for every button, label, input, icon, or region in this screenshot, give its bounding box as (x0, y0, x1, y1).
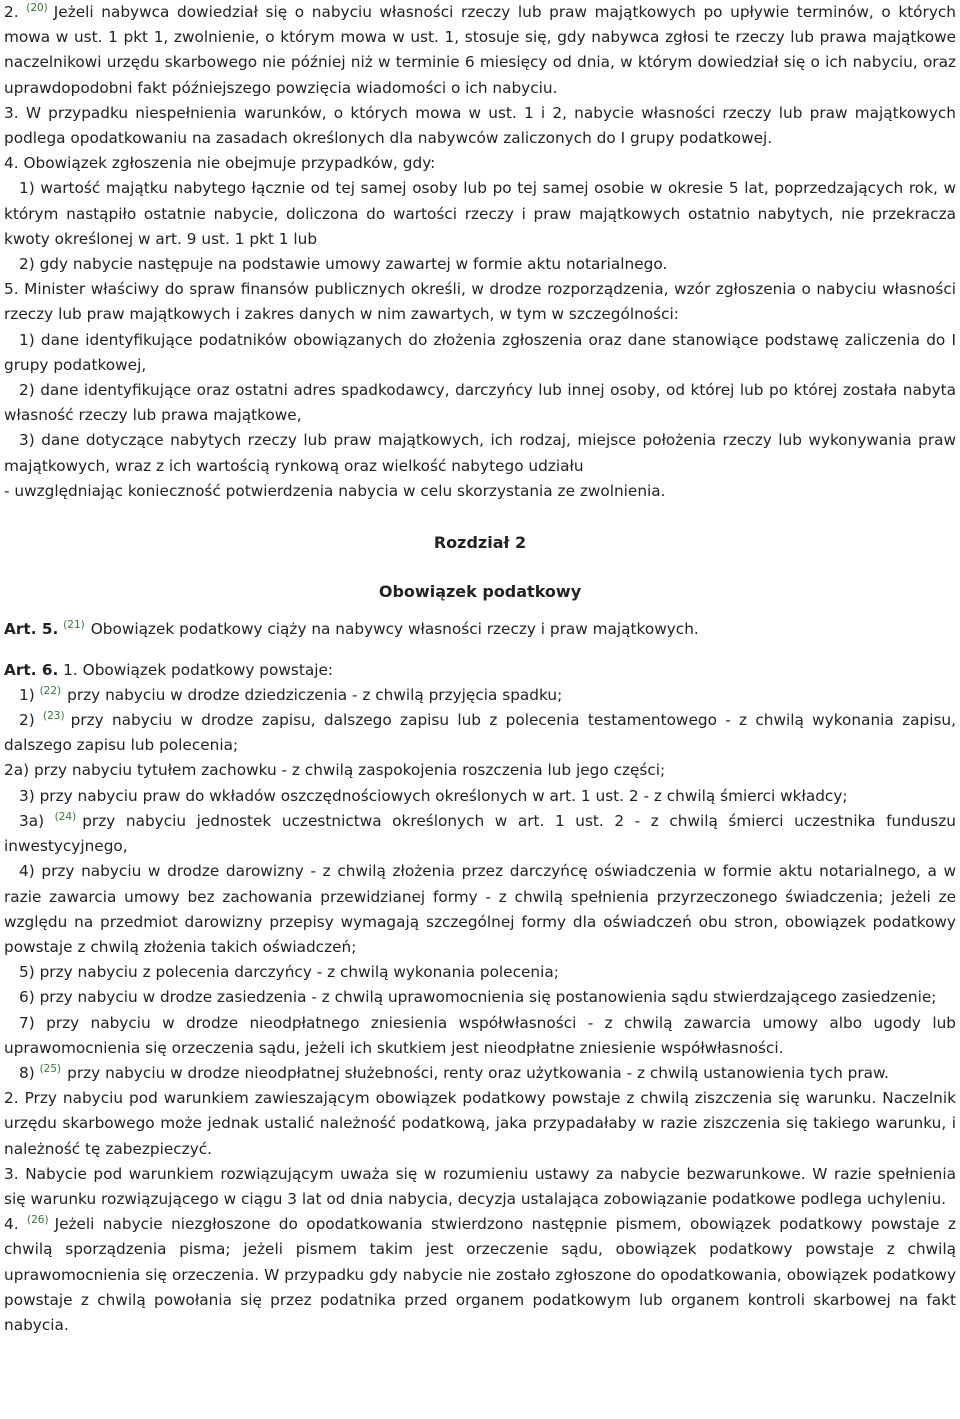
paragraph-2 (4, 0, 956, 101)
item-label: 3) (19, 431, 35, 450)
article-text: Obowiązek podatkowy powstaje: (82, 660, 334, 679)
paragraph-number: 5. (4, 280, 19, 299)
list-item (4, 252, 956, 277)
item-label: 2) (19, 381, 35, 400)
item-text: przy nabyciu jednostek uczestnictwa określonych w art. 1 ust. 2 - z chwilą śmierci uczestnika funduszu inwestycyjnego, (4, 811, 956, 856)
item-text: przy nabyciu w drodze nieodpłatnej służebności, renty oraz użytkowania - z chwilą ustanowienia tych praw. (67, 1063, 890, 1082)
paragraph-number: 2. (4, 3, 19, 21)
paragraph-text: W przypadku niespełnienia warunków, o których mowa w ust. 1 i 2, nabycie własności rzeczy lub praw majątkowych podlega opodatkowaniu na zasadach określonych dla nabywców zaliczonych do I grupy podatkowej. (4, 103, 956, 148)
paragraph-5 (4, 277, 956, 327)
list-item (4, 683, 956, 708)
list-item (4, 1061, 956, 1086)
list-item (4, 960, 956, 985)
item-text: wartość majątku nabytego łącznie od tej samej osoby lub po tej samej osobie w okresie 5 lat, poprzedzających rok, w którym nastąpiło ostatnie nabycie, doliczona do wartości rzeczy i praw majątkowych ostatnio nabytych, nie przekracza kwoty określonej w art. 9 ust. 1 pkt 1 lub (4, 179, 957, 248)
article-5 (4, 617, 956, 642)
chapter-title: Obowiązek podatkowy (378, 582, 582, 602)
item-text: przy nabyciu w drodze zasiedzenia - z chwilą uprawomocnienia się postanowienia sądu stwierdzającego zasiedzenie; (39, 988, 937, 1007)
list-item (4, 859, 956, 960)
paragraph-text: - uwzględniając konieczność potwierdzenia nabycia w celu skorzystania ze zwolnienia. (4, 481, 666, 500)
paragraph-number: 2. (4, 1089, 19, 1108)
article-label: Art. 5. (4, 620, 59, 639)
item-text: przy nabyciu praw do wkładów oszczędnościowych określonych w art. 1 ust. 2 - z chwilą śmierci wkładcy; (39, 786, 848, 805)
item-label: 5) (19, 963, 35, 982)
list-item (4, 784, 956, 809)
list-item (4, 1011, 956, 1061)
article-label: Art. 6. (4, 660, 59, 679)
item-text: przy nabyciu w drodze zapisu, dalszego zapisu lub z polecenia testamentowego - z chwilą wykonania zapisu, dalszego zapisu lub polecenia; (4, 711, 956, 755)
item-text: przy nabyciu tytułem zachowku - z chwilą zaspokojenia roszczenia lub jego części; (33, 761, 666, 780)
item-text: przy nabyciu z polecenia darczyńcy - z chwilą wykonania polecenia; (39, 963, 559, 982)
paragraph-6-4 (4, 1212, 956, 1338)
item-label: 7) (19, 1013, 35, 1032)
item-label: 3) (19, 786, 35, 805)
paragraph-closing (4, 479, 956, 504)
footnote-link[interactable]: (22) (39, 684, 62, 697)
list-item (4, 708, 956, 758)
chapter-number: Rozdział 2 (433, 533, 527, 553)
item-label: 2a) (4, 761, 30, 780)
paragraph-text: Minister właściwy do spraw finansów publicznych określi, w drodze rozporządzenia, wzór zgłoszenia o nabyciu własności rzeczy lub praw majątkowych i zakres danych w nim zawartych, w tym w szczególności: (4, 280, 956, 324)
item-text: przy nabyciu w drodze nieodpłatnego zniesienia współwłasności - z chwilą zawarcia umowy albo ugody lub uprawomocnienia się orzeczenia sądu, jeżeli ich skutkiem jest nieodpłatne zniesienie współwłasności. (4, 1013, 956, 1057)
paragraph-3 (4, 101, 956, 151)
paragraph-text: Nabycie pod warunkiem rozwiązującym uważa się w rozumieniu ustawy za nabycie bezwarunkowe. W razie spełnienia się warunku rozwiązującego w ciągu 3 lat od dnia nabycia, decyzja ustalająca zobowiązanie podatkowe podlega uchyleniu. (4, 1164, 956, 1208)
item-label: 1) (19, 179, 35, 198)
item-text: dane identyfikujące oraz ostatni adres spadkodawcy, darczyńcy lub innej osoby, od której lub po której została nabyta własność rzeczy lub prawa majątkowe, (4, 381, 956, 425)
paragraph-6-3 (4, 1162, 956, 1212)
footnote-link[interactable]: (24) (54, 810, 77, 823)
footnote-link[interactable]: (21) (63, 619, 85, 632)
item-text: dane identyfikujące podatników obowiązanych do złożenia zgłoszenia oraz dane stanowiące podstawę zaliczenia do I grupy podatkowej, (4, 330, 956, 374)
paragraph-number: 4. (4, 1215, 19, 1234)
list-item (4, 428, 956, 478)
list-item (4, 378, 956, 428)
item-label: 1) (19, 685, 35, 704)
footnote-link[interactable]: (23) (43, 710, 65, 723)
paragraph-text: Jeżeli nabycie niezgłoszone do opodatkowania stwierdzono następnie pismem, obowiązek podatkowy powstaje z chwilą sporządzenia pisma; jeżeli pismem takim jest orzeczenie sądu, obowiązek podatkowy powstaje z chwilą uprawomocnienia się orzeczenia. W przypadku gdy nabycie nie zostało zgłoszone do opodatkowania, obowiązek podatkowy powstaje z chwilą powołania się przez podatnika przed organem podatkowym lub organem kontroli skarbowej na fakt nabycia. (4, 1215, 956, 1334)
paragraph-text: Przy nabyciu pod warunkiem zawieszającym obowiązek podatkowy powstaje z chwilą ziszczenia się warunku. Naczelnik urzędu skarbowego może jednak ustalić należność podatkową, jaka przypadałaby w razie ziszczenia się takiego warunku, i należność tę zabezpieczyć. (4, 1089, 956, 1158)
article-6 (4, 658, 956, 683)
paragraph-number: 3. (4, 1164, 19, 1183)
list-item (4, 985, 956, 1010)
article-text: Obowiązek podatkowy ciąży na nabywcy własności rzeczy i praw majątkowych. (90, 620, 699, 639)
item-label: 3a) (19, 811, 45, 830)
footnote-link[interactable]: (25) (39, 1062, 62, 1075)
item-label: 2) (19, 255, 35, 274)
paragraph-number: 1. (63, 660, 78, 679)
item-label: 1) (19, 330, 35, 349)
item-text: gdy nabycie następuje na podstawie umowy zawartej w formie aktu notarialnego. (39, 255, 668, 274)
paragraph-text: Jeżeli nabywca dowiedział się o nabyciu własności rzeczy lub praw majątkowych po upływie terminów, o których mowa w ust. 1 pkt 1, zwolnienie, o którym mowa w ust. 1, stosuje się, gdy nabywca zgłosi te rzeczy lub prawa majątkowe naczelnikowi urzędu skarbowego nie później niż w terminie 6 miesięcy od dnia, w którym dowiedział się o ich nabyciu, oraz uprawdopodobni fakt późniejszego powzięcia wiadomości o ich nabyciu. (4, 3, 956, 97)
item-text: dane dotyczące nabytych rzeczy lub praw majątkowych, ich rodzaj, miejsce położenia rzeczy lub wykonywania praw majątkowych, wraz z ich wartością rynkową oraz wielkość nabytego udziału (4, 431, 957, 475)
paragraph-text: Obowiązek zgłoszenia nie obejmuje przypadków, gdy: (23, 154, 436, 173)
paragraph-number: 4. (4, 154, 19, 173)
list-item (4, 176, 956, 252)
footnote-link[interactable]: (26) (27, 1214, 49, 1227)
paragraph-4 (4, 151, 956, 176)
item-label: 6) (19, 988, 35, 1007)
list-item (4, 809, 956, 859)
item-label: 2) (19, 711, 35, 730)
list-item (4, 328, 956, 378)
paragraph-number: 3. (4, 103, 19, 122)
item-label: 8) (19, 1063, 35, 1082)
list-item (4, 758, 956, 783)
paragraph-6-2 (4, 1086, 956, 1162)
item-text: przy nabyciu w drodze darowizny - z chwilą złożenia przez darczyńcę oświadczenia w formie aktu notarialnego, a w razie zawarcia umowy bez zachowania przewidzianej formy - z chwilą spełnienia przyrzeczonego świadczenia; jeżeli ze względu na przedmiot darowizny przepisy wymagają szczególnej formy dla oświadczeń obu stron, obowiązek podatkowy powstaje z chwilą złożenia takich oświadczeń; (4, 862, 956, 956)
footnote-link[interactable]: (20) (26, 2, 48, 14)
item-label: 4) (19, 862, 35, 881)
item-text: przy nabyciu w drodze dziedziczenia - z chwilą przyjęcia spadku; (67, 685, 563, 704)
